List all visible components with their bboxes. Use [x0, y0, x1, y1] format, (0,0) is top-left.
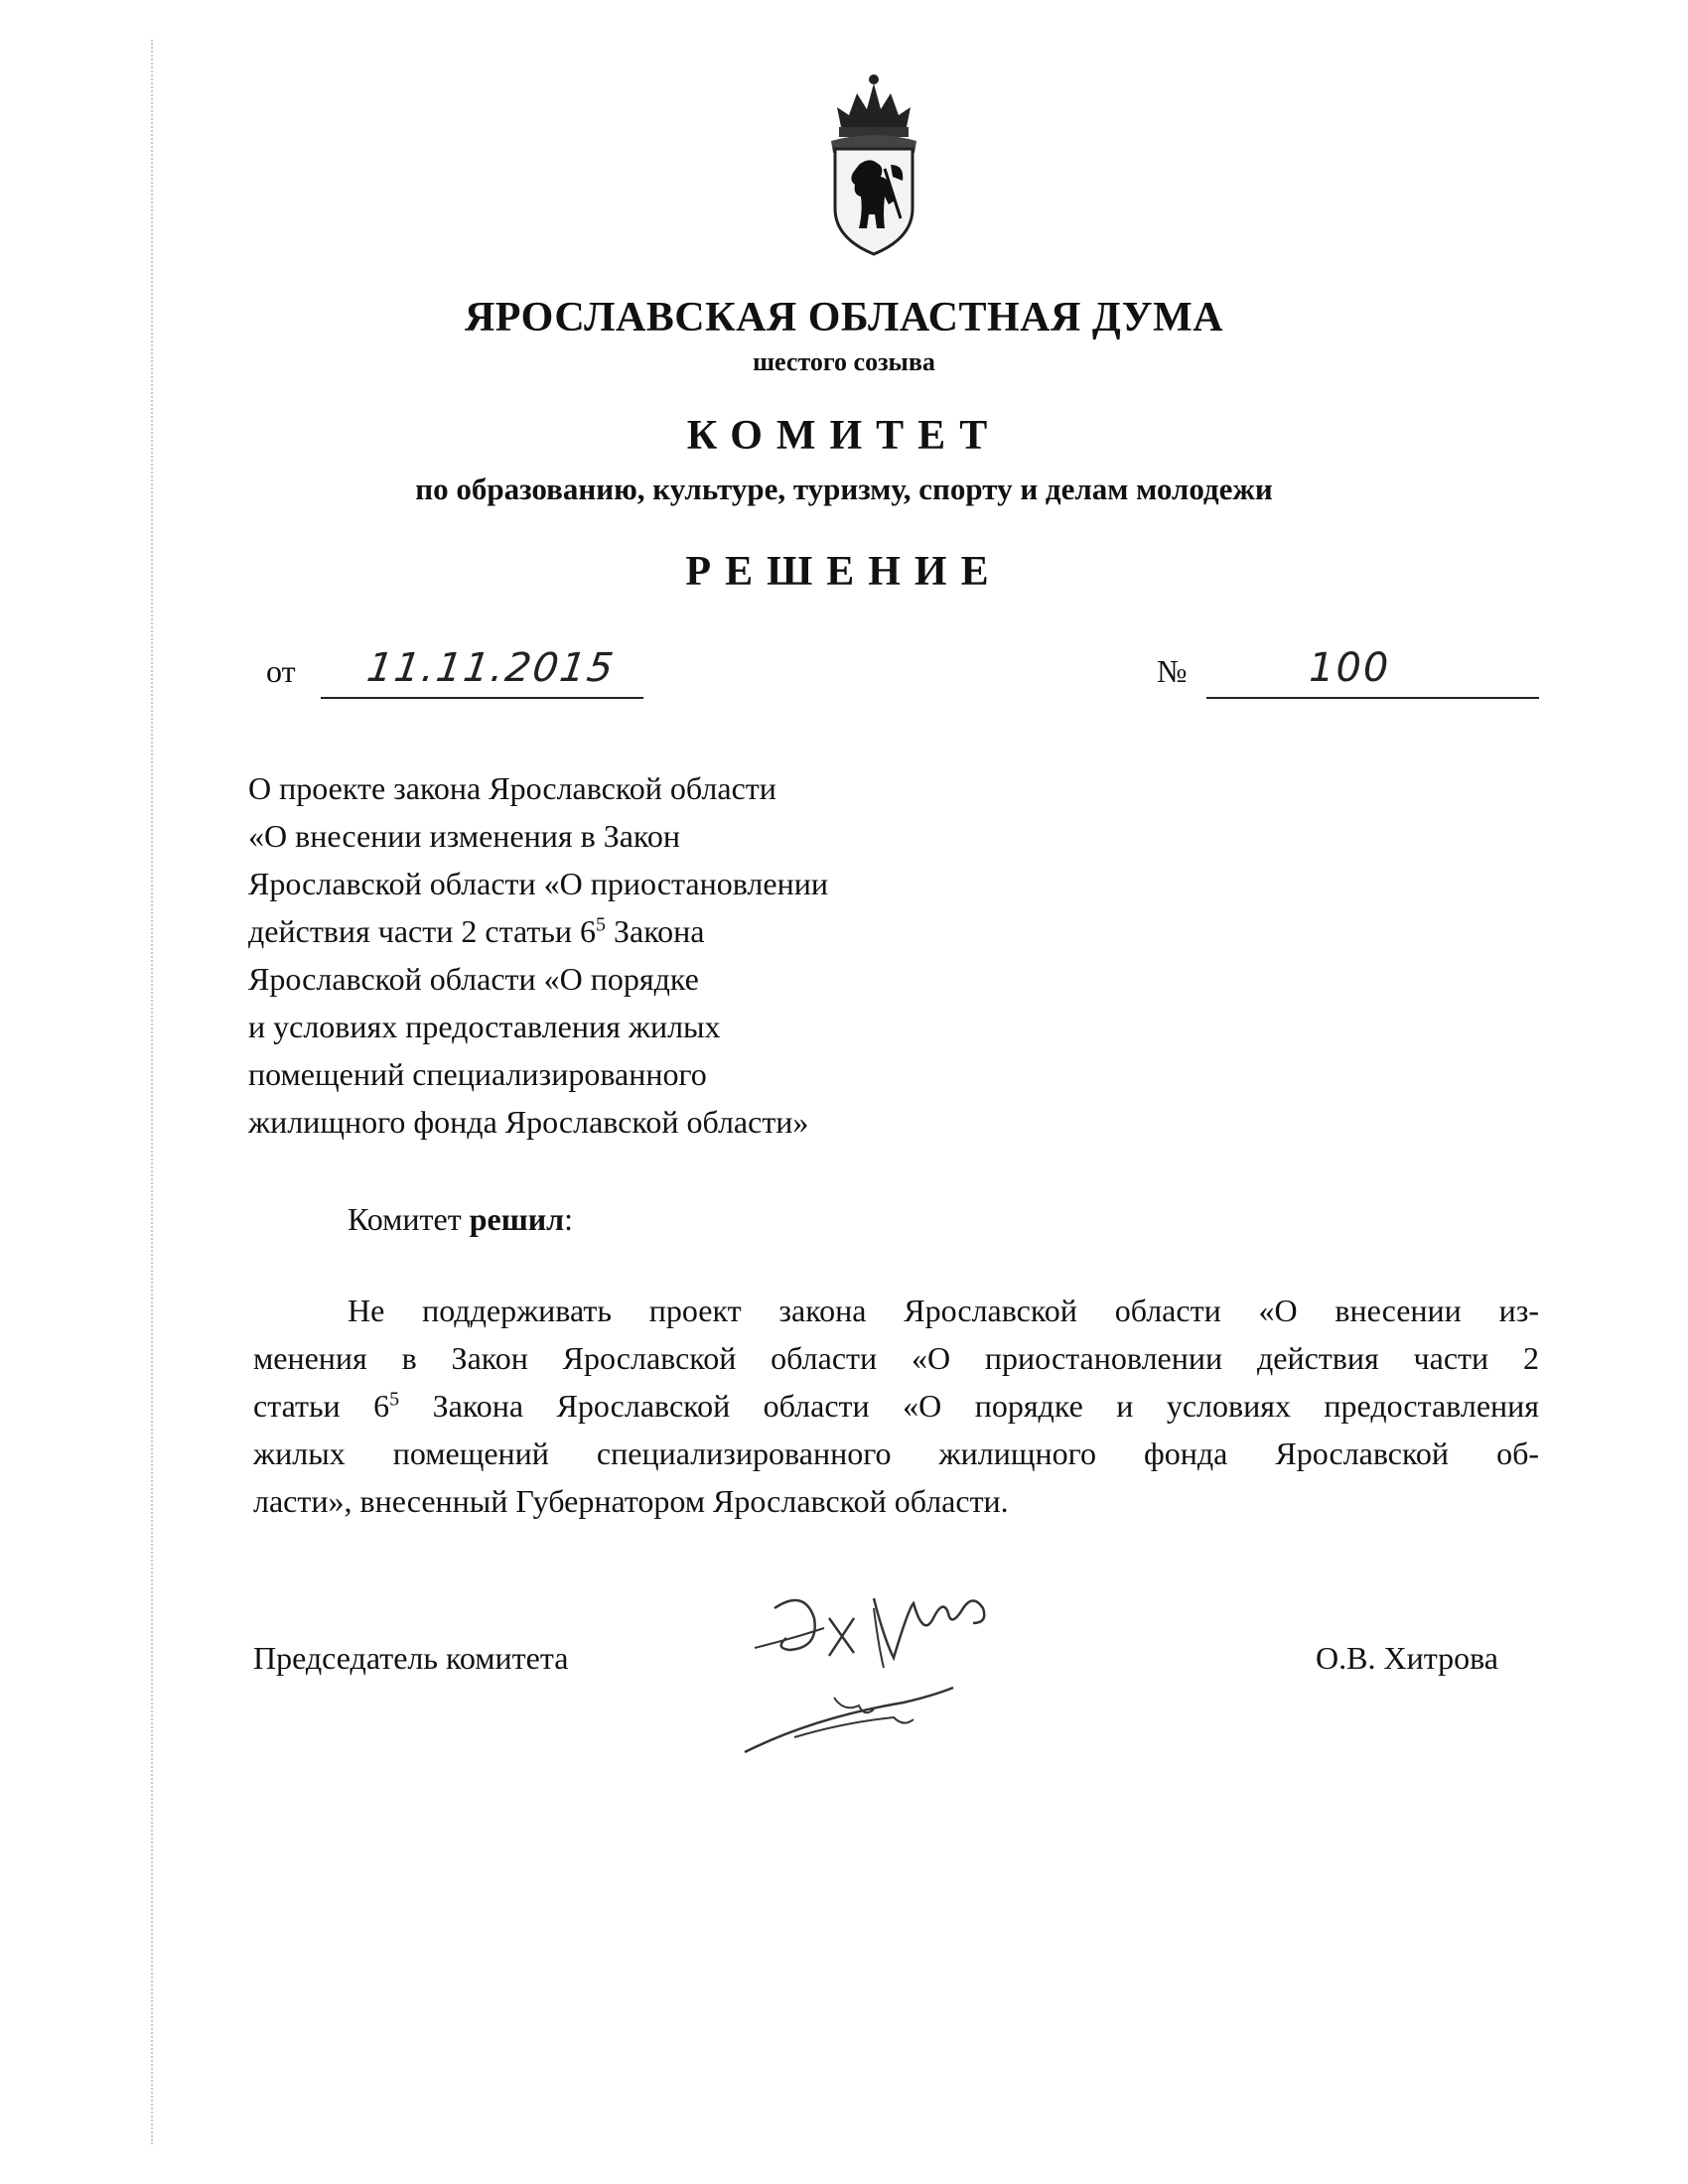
- subject-line-tail: Закона: [606, 913, 705, 949]
- subject-line: и условиях предоставления жилых: [248, 1009, 721, 1044]
- body-line-end: Закона Ярославской области «О порядке и условиях предоставления: [399, 1388, 1540, 1424]
- resolution-body: [253, 1287, 1539, 1525]
- handwritten-signature: [735, 1578, 1043, 1777]
- committee-subtitle: по образованию, культуре, туризму, спорту и делам молодежи: [415, 472, 1273, 506]
- date-number-row: [0, 645, 1688, 705]
- body-line: менения в Закон Ярославской области «О приостановлении действия части 2: [253, 1340, 1539, 1376]
- subject-line: помещений специализированного: [248, 1056, 707, 1092]
- document-type-title: РЕШЕНИЕ: [685, 549, 1003, 595]
- subject-line: жилищного фонда Ярославской области»: [248, 1104, 809, 1140]
- committee-title: КОМИТЕТ: [686, 413, 1002, 459]
- superscript: 5: [596, 913, 607, 936]
- body-line-start: статьи 6: [253, 1388, 390, 1424]
- convocation-subtitle: шестого созыва: [753, 347, 935, 376]
- date-value: 11.11.2015: [363, 645, 619, 691]
- subject-line: О проекте закона Ярославской области: [248, 770, 776, 806]
- subject-line: Ярославской области «О приостановлении: [248, 866, 828, 901]
- body-line: ласти», внесенный Губернатором Ярославской области.: [253, 1483, 1009, 1519]
- body-line: Не поддерживать проект закона Ярославской области «О внесении из-: [348, 1293, 1539, 1328]
- resolution-bold: решил: [469, 1201, 565, 1237]
- body-line: жилых помещений специализированного жилищного фонда Ярославской об-: [253, 1435, 1539, 1471]
- coat-of-arms-icon: [819, 69, 928, 258]
- resolution-prefix: Комитет: [348, 1201, 470, 1237]
- subject-line: [248, 907, 963, 955]
- signatory-name: О.В. Хитрова: [1316, 1640, 1498, 1676]
- body-line: [253, 1382, 1539, 1430]
- subject-block: [248, 764, 963, 1146]
- number-label: №: [1157, 653, 1188, 689]
- number-underline: [1206, 697, 1539, 699]
- resolution-suffix: :: [564, 1201, 573, 1237]
- superscript: 5: [389, 1388, 400, 1411]
- subject-line-text: действия части 2 статьи 6: [248, 913, 597, 949]
- date-label: от: [266, 653, 296, 689]
- duma-title: ЯРОСЛАВСКАЯ ОБЛАСТНАЯ ДУМА: [464, 295, 1224, 341]
- resolution-heading: [348, 1201, 573, 1238]
- subject-line: «О внесении изменения в Закон: [248, 818, 680, 854]
- number-value: 100: [1309, 645, 1391, 691]
- subject-line: Ярославской области «О порядке: [248, 961, 699, 997]
- date-underline: [321, 697, 643, 699]
- signatory-position: Председатель комитета: [253, 1640, 569, 1676]
